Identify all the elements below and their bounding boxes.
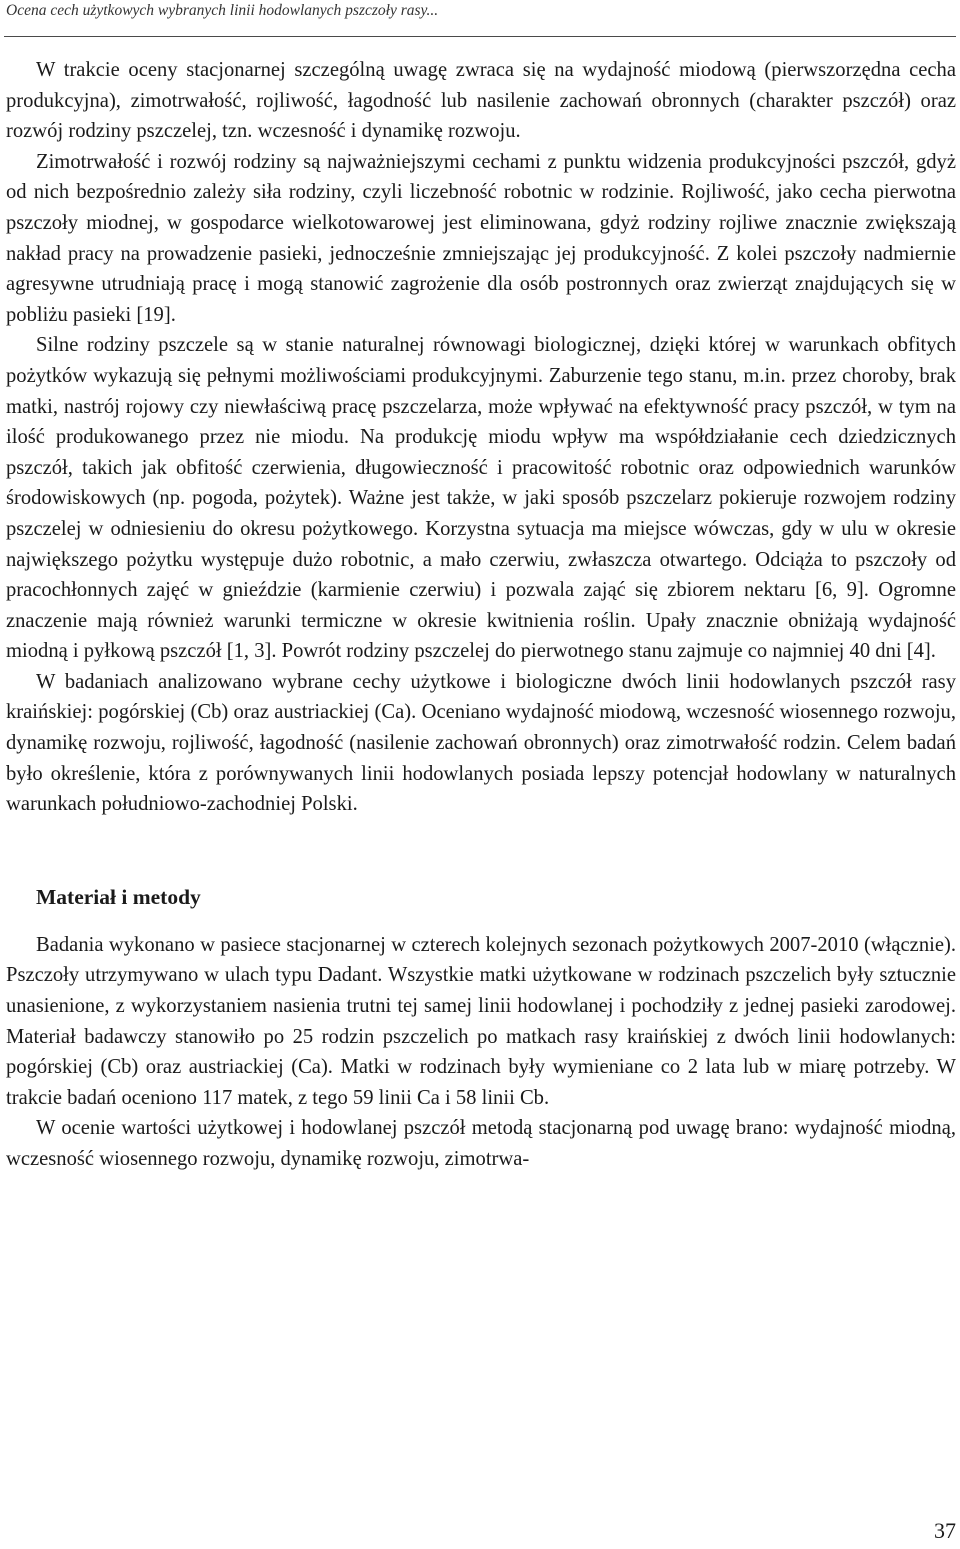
- paragraph-colony-strength: Silne rodziny pszczele są w stanie naturalnej równowagi biologicznej, dzięki której w warunkach obfitych pożytków wykazują się pełnymi możliwościami produkcyjnymi. Zaburzenie tego stanu, m.in. przez choroby, brak matki, nastrój rojowy czy niewłaściwą pracę pszczelarza, może wpływać na efektywność pracy pszczół, w tym na ilość produkowanego przez nie miodu. Na produkcję miodu wpływ ma współdziałanie cech dziedzicznych pszczół, takich jak obfitość czerwienia, długowieczność i pracowitość robotnic oraz odpowiednich warunków środowiskowych (np. pogoda, pożytek). Ważne jest także, w jaki sposób pszczelarz pokieruje rozwojem rodziny pszczelej w odniesieniu do okresu pożytkowego. Korzystna sytuacja ma miejsce wówczas, gdy w ulu w okresie największego pożytku występuje dużo robotnic, a mało czerwiu, zwłaszcza otwartego. Odciąża to pszczoły od pracochłonnych zajęć w gnieździe (karmienie czerwiu) i pozwala zająć się zbiorem nektaru [6, 9]. Ogromne znaczenie mają również warunki termiczne w okresie kwitnienia roślin. Upały znacznie obniżają wydajność miodną i pyłkową pszczół [1, 3]. Powrót rodziny pszczelej do pierwotnego stanu zajmuje co najmniej 40 dni [4].: [6, 334, 956, 663]
- paragraph-study-aim: W badaniach analizowano wybrane cechy użytkowe i biologiczne dwóch linii hodowlanych pszczół rasy kraińskiej: pogórskiej (Cb) oraz austriackiej (Ca). Oceniano wydajność miodową, wczesność wiosennego rozwoju, dynamikę rozwoju, rojliwość, łagodność (nasilenie zachowań obronnych) oraz zimotrwałość rodzin. Celem badań było określenie, która z porównywanych linii hodowlanych posiada lepszy potencjał hodowlany w naturalnych warunkach południowo-zachodniej Polski.: [6, 670, 956, 816]
- running-header-title: Ocena cech użytkowych wybranych linii hodowlanych pszczoły rasy...: [6, 2, 439, 19]
- paragraph-traits: Zimotrwałość i rozwój rodziny są najważniejszymi cechami z punktu widzenia produkcyjności pszczół, gdyż od nich bezpośrednio zależy siła rodziny, czyli liczebność robotnic w rodzinie. Rojliwość, jako cecha pierwotna pszczoły miodnej, w gospodarce wielkotowarowej jest eliminowana, gdyż rodziny rojliwe znacznie zwiększają nakład pracy na prowadzenie pasieki, jednocześnie zmniejszając jej produkcyjność. Z kolei pszczoły nadmiernie agresywne utrudniają pracę i mogą stanowić zagrożenie dla osób postronnych oraz zwierząt znajdujących się w pobliżu pasieki [19].: [6, 150, 956, 326]
- paragraph-intro: W trakcie oceny stacjonarnej szczególną uwagę zwraca się na wydajność miodową (pierwszorzędna cecha produkcyjna), zimotrwałość, rojliwość, łagodność lub nasilenie zachowań obronnych (charakter pszczół) oraz rozwój rodziny pszczelej, tzn. wczesność i dynamikę rozwoju.: [6, 59, 956, 143]
- page-number: 37: [934, 1518, 956, 1543]
- paragraph-methods-material: Badania wykonano w pasiece stacjonarnej w czterech kolejnych sezonach pożytkowych 2007-2010 (włącznie). Pszczoły utrzymywano w ulach typu Dadant. Wszystkie matki użytkowane w rodzinach pszczelich były sztucznie unasienione, z wykorzystaniem nasienia trutni tej samej linii hodowlanej i pochodziły z jednej pasieki zarodowej. Materiał badawczy stanowiło po 25 rodzin pszczelich po matkach rasy kraińskiej z dwóch linii hodowlanych: pogórskiej (Cb) oraz austriackiej (Ca). Matki w rodzinach były wymieniane co 2 lata lub w miarę potrzeby. W trakcie badań oceniono 117 matek, z tego 59 linii Ca i 58 linii Cb.: [6, 933, 956, 1109]
- paragraph-methods-evaluation: W ocenie wartości użytkowej i hodowlanej pszczół metodą stacjonarną pod uwagę brano: wydajność miodną, wczesność wiosennego rozwoju, dynamikę rozwoju, zimotrwa-: [6, 1117, 956, 1170]
- section-heading-methods: Materiał i metody: [36, 884, 201, 909]
- page-content: [6, 55, 956, 1175]
- header-divider: [4, 36, 956, 37]
